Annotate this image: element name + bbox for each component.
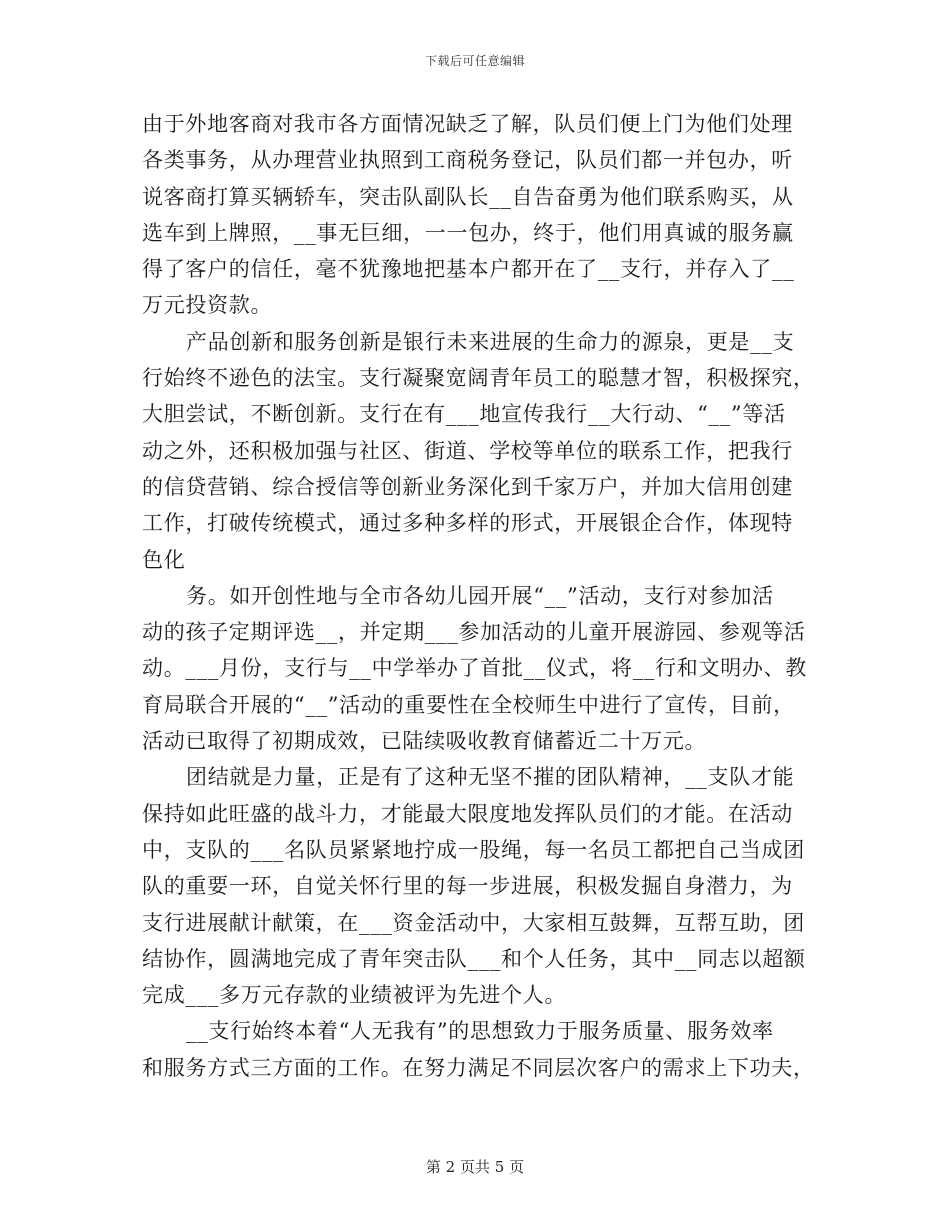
- text-line: 活动已取得了初期成效，已陆续吸收教育储蓄近二十万元。: [142, 729, 707, 754]
- text-line: 队的重要一环，自觉关怀行里的每一步进展，积极发掘自身潜力，为: [142, 874, 793, 899]
- text-line: 育局联合开展的“__”活动的重要性在全校师生中进行了宣传，目前，: [142, 692, 795, 717]
- text-line: 保持如此旺盛的战斗力，才能最大限度地发挥队员们的才能。在活动: [142, 801, 793, 826]
- text-line: 动。___月份，支行与__中学举办了首批__仪式，将__行和文明办、教: [142, 656, 807, 681]
- page-header: 下载后可任意编辑: [424, 54, 525, 68]
- text-line: 大胆尝试，不断创新。支行在有___地宣传我行__大行动、“__”等活: [142, 402, 786, 427]
- paragraph-start-line: __支行始终本着“人无我有”的思想致力于服务质量、服务效率: [186, 1019, 774, 1044]
- paragraph-start-line: 团结就是力量，正是有了这种无坚不摧的团队精神，__支队才能: [186, 765, 795, 790]
- text-line: 中，支队的___名队员紧紧地拧成一股绳，每一名员工都把自己当成团: [142, 837, 805, 862]
- text-line: 动之外，还积极加强与社区、街道、学校等单位的联系工作，把我行: [142, 438, 793, 463]
- text-line: 工作，打破传统模式，通过多种多样的形式，开展银企合作，体现特: [142, 511, 793, 536]
- text-line: 的信贷营销、综合授信等创新业务深化到千家万户，并加大信用创建: [142, 474, 793, 499]
- text-line: 由于外地客商对我市各方面情况缺乏了解，队员们便上门为他们处理: [142, 112, 793, 136]
- paragraph-start-line: 产品创新和服务创新是银行未来进展的生命力的源泉，更是__支: [186, 329, 795, 354]
- text-line: 和服务方式三方面的工作。在努力满足不同层次客户的需求上下功夫，: [142, 1055, 815, 1080]
- text-line: 得了客户的信任，毫不犹豫地把基本户都开在了__支行，并存入了__: [142, 257, 795, 282]
- document-body: [142, 106, 815, 1086]
- text-line: 说客商打算买辆轿车，突击队副队长__自告奋勇为他们联系购买，从: [142, 184, 794, 209]
- text-line: 完成___多万元存款的业绩被评为先进个人。: [142, 983, 567, 1008]
- text-line: 支行进展献计献策，在___资金活动中，大家相互鼓舞，互帮互助，团: [142, 910, 805, 935]
- text-line: 万元投资款。: [142, 293, 273, 318]
- text-line: 色化: [142, 547, 186, 572]
- text-line: 行始终不逊色的法宝。支行凝聚宽阔青年员工的聪慧才智，积极探究，: [142, 366, 815, 391]
- text-line: 动的孩子定期评选__，并定期___参加活动的儿童开展游园、参观等活: [142, 620, 806, 645]
- page-number: 第 2 页共 5 页: [425, 1158, 525, 1176]
- paragraph-start-line: 务。如开创性地与全市各幼儿园开展“__”活动，支行对参加活: [186, 583, 774, 608]
- text-line: 选车到上牌照，__事无巨细，一一包办，终于，他们用真诚的服务赢: [142, 220, 794, 245]
- text-line: 结协作，圆满地完成了青年突击队___和个人任务，其中__同志以超额: [142, 946, 806, 971]
- text-line: 各类事务，从办理营业执照到工商税务登记，队员们都一并包办，听: [142, 148, 793, 173]
